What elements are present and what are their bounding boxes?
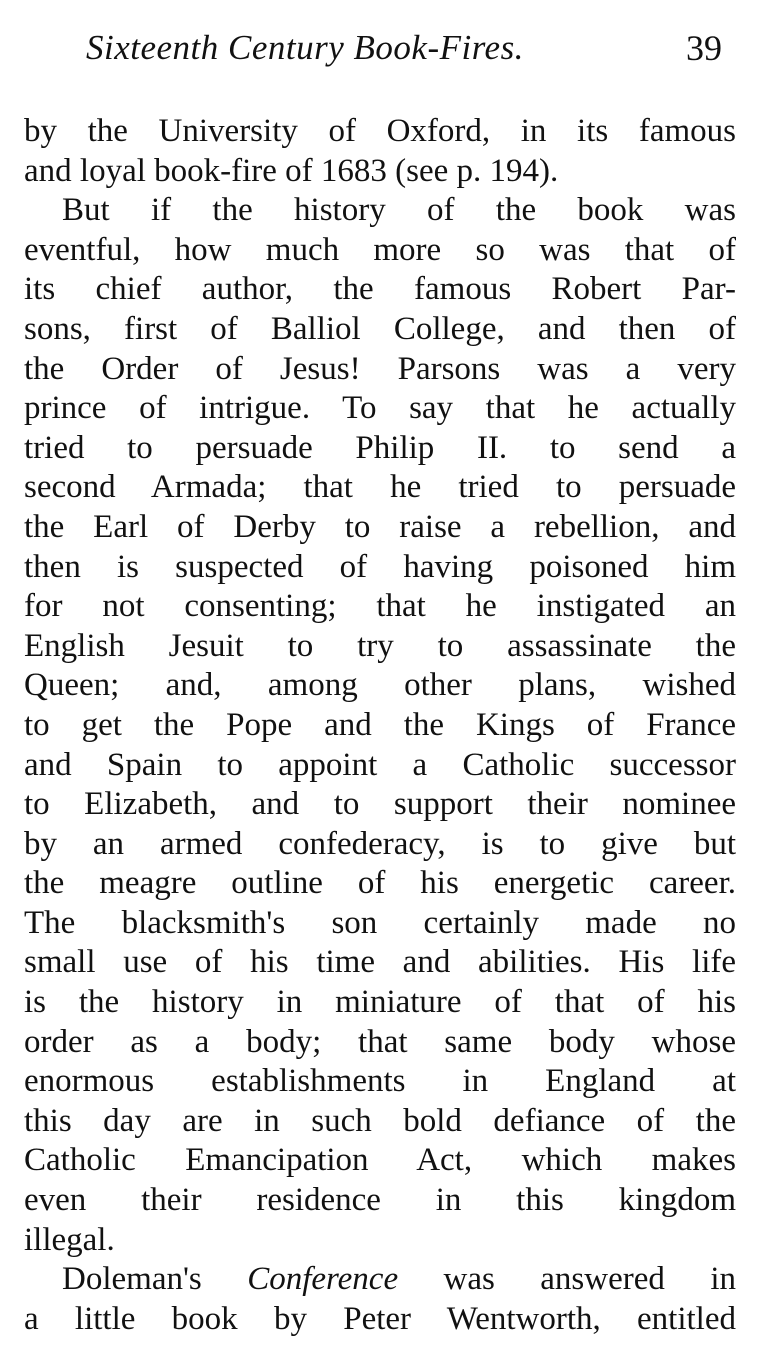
text-line: enormous establishments in England at [24,1063,736,1100]
text-line: and Spain to appoint a Catholic successor [24,746,736,783]
text-line: the Earl of Derby to raise a rebellion, and [24,508,736,545]
page-number: 39 [686,28,722,68]
text-line: a little book by Peter Wentworth, entitled [24,1300,736,1337]
text-line: the meagre outline of his energetic career. [24,865,736,902]
text-line: order as a body; that same body whose [24,1023,736,1060]
text-line: illegal. [24,1221,115,1258]
text-line: to Elizabeth, and to support their nominee [24,786,736,823]
text-line: is the history in miniature of that of his [24,984,736,1021]
text-fragment: was answered in [398,1261,736,1298]
text-line: even their residence in this kingdom [24,1182,736,1219]
text-line [24,1260,736,1300]
text-line: Catholic Emancipation Act, which makes [24,1142,736,1179]
text-line: to get the Pope and the Kings of France [24,706,736,743]
running-head [86,22,722,74]
text-line: Queen; and, among other plans, wished [24,667,736,704]
text-line: its chief author, the famous Robert Par- [24,271,736,308]
text-line: sons, first of Balliol College, and then of [24,310,736,347]
text-line: English Jesuit to try to assassinate the [24,627,736,664]
text-line: the Order of Jesus! Parsons was a very [24,350,736,387]
text-line: this day are in such bold defiance of the [24,1102,736,1139]
text-line: tried to persuade Philip II. to send a [24,429,736,466]
text-line: prince of intrigue. To say that he actually [24,390,736,427]
body-text [24,112,736,1339]
text-line: But if the history of the book was [62,192,736,229]
text-line: by an armed confederacy, is to give but [24,825,736,862]
book-title-italic: Conference [247,1261,399,1298]
text-line: small use of his time and abilities. His life [24,944,736,981]
text-line: and loyal book-fire of 1683 (see p. 194). [24,152,559,189]
text-line: by the University of Oxford, in its famous [24,113,736,149]
text-line: The blacksmith's son certainly made no [24,904,736,941]
text-fragment: Doleman's [62,1261,248,1298]
text-line: second Armada; that he tried to persuade [24,469,736,506]
running-title: Sixteenth Century Book-Fires. [86,28,524,67]
text-line: eventful, how much more so was that of [24,231,736,268]
text-line: then is suspected of having poisoned him [24,548,736,585]
text-line: for not consenting; that he instigated an [24,588,736,625]
